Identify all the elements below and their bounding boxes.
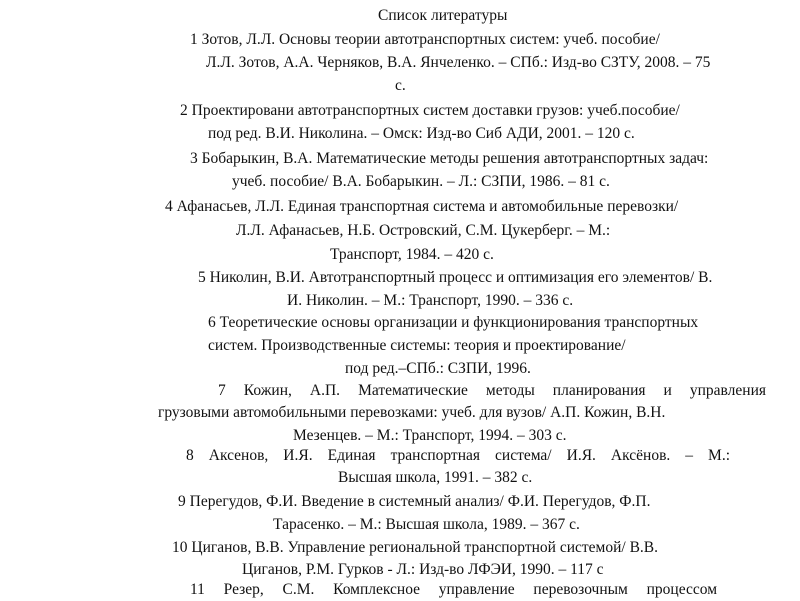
reference-line: Циганов, Р.М. Гурков - Л.: Изд-во ЛФЭИ, 1990. – 117 с <box>242 561 604 578</box>
reference-line: Тарасенко. – М.: Высшая школа, 1989. – 367 с. <box>273 516 580 533</box>
reference-line: Высшая школа, 1991. – 382 с. <box>338 469 533 486</box>
reference-line: 2 Проектировани автотранспортных систем доставки грузов: учеб.пособие/ <box>180 102 680 119</box>
reference-line: 9 Перегудов, Ф.И. Введение в системный анализ/ Ф.И. Перегудов, Ф.П. <box>178 493 651 510</box>
reference-line: 6 Теоретические основы организации и функционирования транспортных <box>208 314 699 331</box>
reference-line: под ред.–СПб.: СЗПИ, 1996. <box>345 360 531 377</box>
reference-line: 4 Афанасьев, Л.Л. Единая транспортная система и автомобильные перевозки/ <box>165 198 679 215</box>
reference-line: 8 Аксенов, И.Я. Единая транспортная система/ И.Я. Аксёнов. – М.: <box>186 447 730 464</box>
reference-line: 10 Циганов, В.В. Управление региональной транспортной системой/ В.В. <box>172 539 659 556</box>
reference-line: 11 Резер, С.М. Комплексное управление перевозочным процессом <box>190 581 717 598</box>
reference-line: 7 Кожин, А.П. Математические методы планирования и управления <box>218 382 766 399</box>
reference-line: 3 Бобарыкин, В.А. Математические методы решения автотранспортных задач: <box>190 150 709 167</box>
reference-line: грузовыми автомобильными перевозками: учеб. для вузов/ А.П. Кожин, В.Н. <box>158 404 666 421</box>
reference-line: Транспорт, 1984. – 420 с. <box>330 246 494 263</box>
reference-line: Л.Л. Зотов, А.А. Черняков, В.А. Янчеленко. – СПб.: Изд-во СЗТУ, 2008. – 75 <box>206 54 711 71</box>
reference-line: 1 Зотов, Л.Л. Основы теории автотранспортных систем: учеб. пособие/ <box>190 31 660 48</box>
reference-line: Мезенцев. – М.: Транспорт, 1994. – 303 с. <box>293 427 567 444</box>
reference-line: учеб. пособие/ В.А. Бобарыкин. – Л.: СЗПИ, 1986. – 81 с. <box>232 173 610 190</box>
document-title: Список литературы <box>378 7 508 24</box>
reference-line: систем. Производственные системы: теория и проектирование/ <box>208 337 626 354</box>
reference-line: с. <box>395 77 406 94</box>
reference-line: И. Николин. – М.: Транспорт, 1990. – 336 с. <box>287 292 574 309</box>
reference-line: Л.Л. Афанасьев, Н.Б. Островский, С.М. Цукерберг. – М.: <box>236 222 611 239</box>
reference-line: под ред. В.И. Николина. – Омск: Изд-во Сиб АДИ, 2001. – 120 с. <box>208 125 635 142</box>
reference-line: 5 Николин, В.И. Автотранспортный процесс и оптимизация его элементов/ В. <box>198 269 713 286</box>
